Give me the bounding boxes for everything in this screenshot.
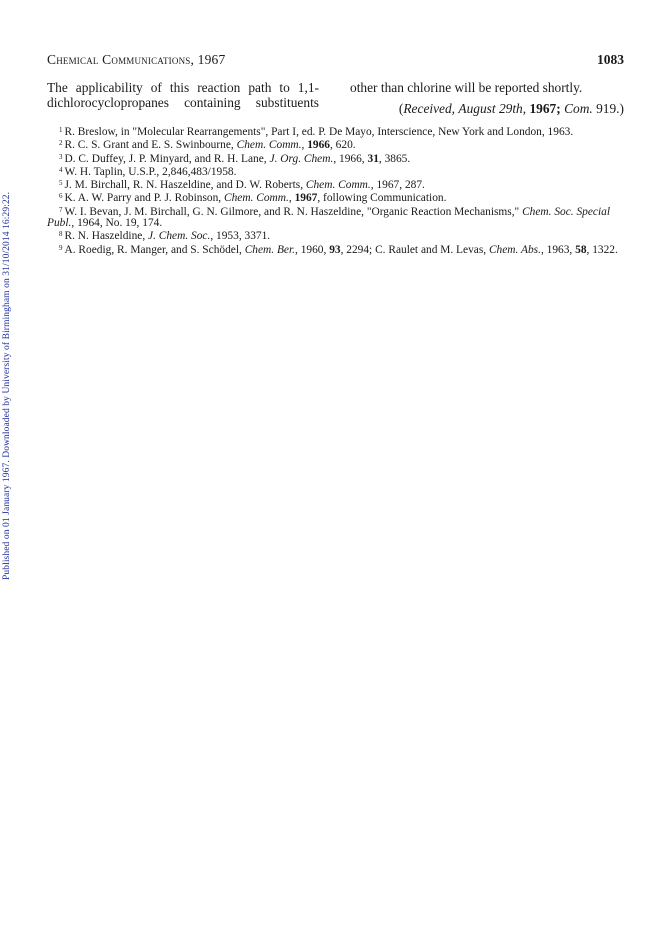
received-word: Received, — [403, 101, 456, 116]
reference-item — [47, 191, 624, 204]
body-column-left — [47, 80, 319, 110]
journal-name: J. Chem. Soc. — [148, 230, 211, 243]
reference-text: W. I. Bevan, J. M. Birchall, G. N. Gilmore, and R. N. Haszeldine, "Organic Reaction Mechanisms," — [64, 205, 523, 218]
reference-item — [47, 165, 624, 178]
reference-item — [47, 138, 624, 151]
reference-text: , 620. — [329, 139, 356, 152]
reference-text: , 1966, — [333, 152, 368, 165]
journal-title: Chemical Communications, 1967 — [47, 52, 226, 67]
reference-item — [47, 125, 624, 138]
received-year: 1967; — [529, 101, 561, 116]
communication-label: Com. — [564, 101, 593, 116]
download-watermark — [2, 150, 18, 580]
body-column-right — [350, 80, 624, 116]
received-date: August 29th, — [458, 101, 527, 116]
volume-or-year: 31 — [367, 152, 379, 165]
reference-item — [47, 152, 624, 165]
journal-name: Chem. Ber. — [244, 243, 296, 256]
reference-text: , 1960, — [295, 243, 330, 256]
watermark-text: Published on 01 January 1967. Downloaded by University of Birmingham on 31/10/2014 16:29:22. — [2, 191, 12, 580]
received-open: ( — [398, 101, 404, 116]
reference-text: , 1967, 287. — [370, 179, 425, 192]
volume-or-year: 1966 — [307, 139, 330, 152]
reference-number: 9 — [59, 243, 63, 252]
reference-text: D. C. Duffey, J. P. Minyard, and R. H. Lane, — [64, 152, 270, 165]
body-paragraph: The applicability of this reaction path to 1,1-dichlorocyclopropanes containing substituents — [47, 80, 319, 110]
reference-text: R. Breslow, in "Molecular Rearrangements", Part I, ed. P. De Mayo, Interscience, New York and London, 1963. — [64, 126, 574, 138]
reference-number: 7 — [59, 205, 63, 214]
reference-number: 4 — [59, 165, 63, 174]
reference-text: , — [301, 139, 308, 152]
reference-text: , 1953, 3371. — [210, 230, 271, 243]
reference-text: , 1963, — [540, 243, 576, 256]
reference-number: 1 — [59, 126, 63, 134]
journal-name: Chem. Comm. — [223, 192, 289, 205]
reference-text: J. M. Birchall, R. N. Haszeldine, and D. W. Roberts, — [64, 179, 306, 192]
received-line — [399, 101, 624, 116]
reference-text: , 1964, No. 19, 174. — [71, 217, 163, 230]
reference-text: , 2294; C. Raulet and M. Levas, — [340, 243, 489, 256]
reference-text: , 1322. — [586, 243, 618, 256]
journal-name: Chem. Abs. — [488, 243, 541, 256]
volume-or-year: 58 — [575, 243, 587, 256]
reference-item — [47, 229, 624, 242]
reference-text: R. N. Haszeldine, — [64, 230, 149, 243]
journal-name: Chem. Soc. Special Publ. — [47, 205, 611, 230]
reference-text: , following Communication. — [317, 192, 447, 205]
journal-name: J. Org. Chem. — [269, 152, 334, 165]
reference-number: 2 — [59, 139, 63, 148]
volume-or-year: 1967 — [294, 192, 318, 205]
reference-number: 8 — [59, 230, 63, 239]
volume-or-year: 93 — [329, 243, 341, 256]
reference-text: , — [288, 192, 295, 205]
journal-name: Chem. Comm. — [305, 179, 371, 192]
reference-number: 5 — [59, 179, 63, 188]
reference-item — [47, 243, 624, 256]
running-header — [47, 52, 624, 68]
journal-name: Chem. Comm. — [236, 139, 302, 152]
reference-text: A. Roedig, R. Manger, and S. Schödel, — [64, 243, 245, 256]
communication-number: 919.) — [596, 101, 624, 116]
reference-item — [47, 178, 624, 191]
reference-number: 6 — [59, 192, 63, 201]
reference-text: W. H. Taplin, U.S.P., 2,846,483/1958. — [64, 165, 237, 178]
reference-item — [47, 205, 624, 230]
reference-number: 3 — [59, 152, 63, 161]
reference-list — [47, 125, 624, 256]
reference-text: , 3865. — [378, 152, 411, 165]
body-paragraph-continued: other than chlorine will be reported shortly. — [350, 80, 583, 95]
page-number: 1083 — [597, 52, 624, 67]
reference-text: R. C. S. Grant and E. S. Swinbourne, — [64, 139, 237, 152]
reference-text: K. A. W. Parry and P. J. Robinson, — [64, 192, 224, 205]
